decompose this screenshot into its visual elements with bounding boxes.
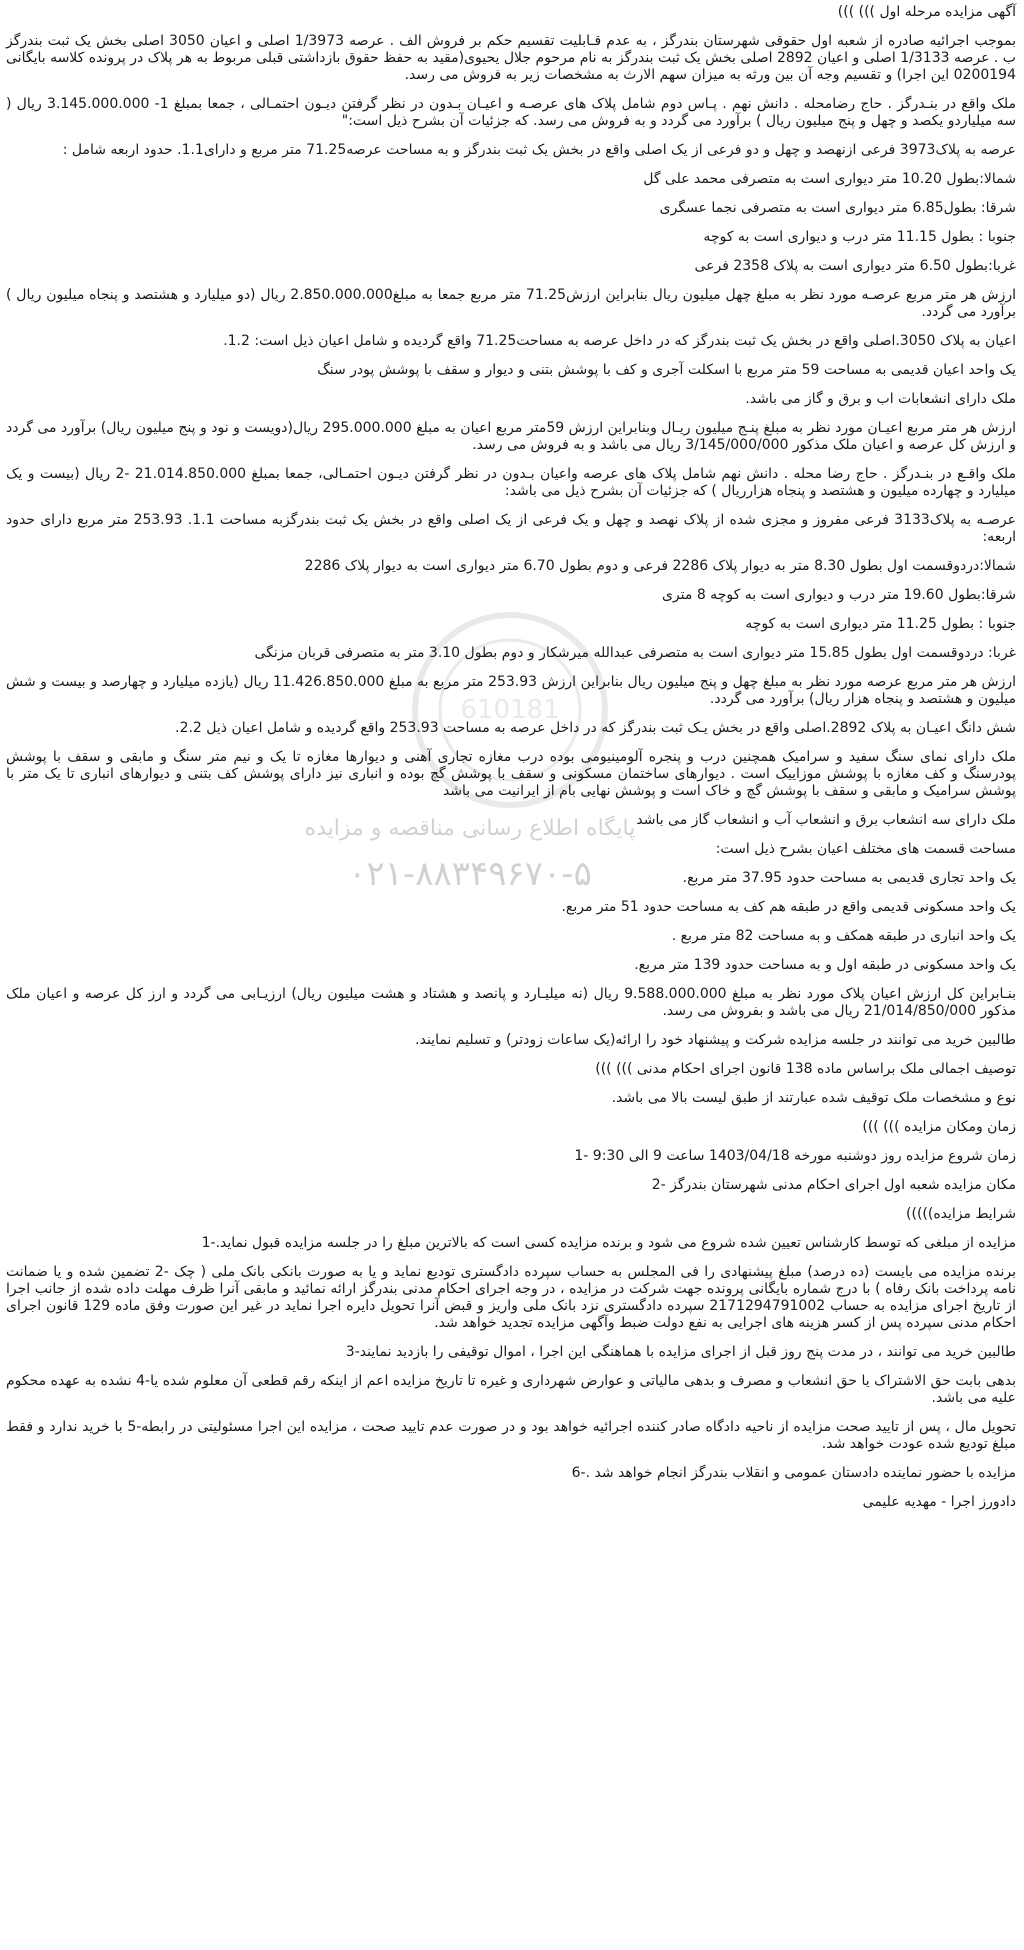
paragraph: مزایده از مبلغی که توسط کارشناس تعیین شده شروع می شود و برنده مزایده کسی است که بالاترین مبلغ را در جلسه مزایده قبول نماید.-1 [201, 1235, 1016, 1251]
paragraph: توصیف اجمالی ملک براساس ماده 138 قانون اجرای احکام مدنی ))) ))) [595, 1061, 1016, 1077]
paragraph: عرصه به پلاک3973 فرعی ازنهصد و چهل و دو فرعی از یک اصلی واقع در بخش یک ثبت بندرگز و به مساحت عرصه71.25 متر مربع و دارای1.1. حدود اربعه شامل : [62, 142, 1016, 158]
watermark-line-2: ۰۲۱-۸۸۳۴۹۶۷۰-۵ [348, 854, 592, 894]
paragraph: ارزش هر متر مربع عرصه مورد نظر به مبلغ چهل و پنج میلیون ریال بنابراین ارزش 253.93 متر مربع به مبلغ 11.426.850.000 ریال (یازده میلیارد و چهارصد و بیست و شش میلیون و هشتصد و پنجاه هزار ریال) برآورد می گردد. [6, 674, 1016, 707]
signature: دادورز اجرا - مهدیه علیمی [862, 1494, 1016, 1510]
paragraph: بموجب اجرائیه صادره از شعبه اول حقوقی شهرستان بندرگز ، به عدم قـابلیت تقسیم حکم بر فروش الف . عرصه 1/3973 اصلی و اعیان 3050 اصلی بخش یک ثبت بندرگز ب . عرصه 1/3133 اصلی و اعیان 2892 اصلی بخش یک ثبت بندرگز به نام مرحوم جلال یحیوی(مقید به حفظ حقوق بازداشتی قبلی مربوط به هر پلاک در پرونده کلاسه بایگانی 0200194 این اجرا) و تقسیم وجه آن بین ورثه به میزان سهم الارث به مشخصات زیر به فروش می رسد. [6, 33, 1016, 83]
paragraph: غربا: دردوقسمت اول بطول 15.85 متر دیواری است به متصرفی عبدالله میرشکار و دوم بطول 3.10 متر به متصرفی قربان مزنگی [254, 645, 1016, 661]
watermark-logo-id: 610181 [460, 695, 560, 725]
paragraph: یک واحد مسکونی در طبقه اول و به مساحت حدود 139 متر مربع. [634, 957, 1016, 973]
paragraph: یک واحد مسکونی قدیمی واقع در طبقه هم کف به مساحت حدود 51 متر مربع. [561, 899, 1016, 915]
paragraph: ارزش هر متر مربع عرصـه مورد نظر به مبلغ چهل میلیون ریال بنابراین ارزش71.25 متر مربع جمعا به مبلغ2.850.000.000 ریال (دو میلیارد و هشتصد و پنجاه میلیون ریال ) برآورد می گردد. [6, 287, 1017, 320]
paragraph: مساحت قسمت های مختلف اعیان بشرح ذیل است: [715, 841, 1016, 857]
paragraph: بنـابراین کل ارزش اعیان پلاک مورد نظر به مبلغ 9.588.000.000 ریال (نه میلیـارد و پانصد و هشتاد و هشت میلیون ریال) ارزیـابی می گردد و ارز کل عرصه و اعیان ملک مذکور 21/014/850/000 ریال می باشد و بفروش می رسد. [6, 986, 1016, 1019]
paragraph: مکان مزایده شعبه اول اجرای احکام مدنی شهرستان بندرگز -2 [651, 1177, 1016, 1193]
paragraph: غربا:بطول 6.50 متر دیواری است به پلاک 2358 فرعی [694, 258, 1016, 274]
paragraph: ملک واقع در بنـدرگز . حاج رضامحله . دانش نهم . پـاس دوم شامل پلاک های عرصـه و اعیـان بـدون در نظر گرفتن دیـون احتمـالی ، جمعا بمبلغ 1- 3.145.000.000 ریال ( سه میلیاردو یکصد و چهل و پنج میلیون ریال ) برآورد می گردد و به فروش می رسد. که جزئیات آن بشرح ذیل است:" [6, 96, 1016, 129]
notice-title: آگهی مزایده مرحله اول ))) ))) [837, 4, 1016, 20]
paragraph: زمان شروع مزایده روز دوشنبه مورخه 1403/04/18 ساعت 9 الی 9:30 -1 [574, 1148, 1016, 1164]
paragraph: جنوبا : بطول 11.15 متر درب و دیواری است به کوچه [703, 229, 1016, 245]
paragraph: جنوبا : بطول 11.25 متر دیواری است به کوچه [745, 616, 1016, 632]
paragraph: شش دانگ اعیـان به پلاک 2892.اصلی واقع در بخش یـک ثبت بندرگز که در داخل عرصه به مساحت 253.93 واقع گردیده و شامل اعیان ذیل 2.2. [175, 720, 1016, 736]
paragraph: شمالا:دردوقسمت اول بطول 8.30 متر به دیوار پلاک 2286 فرعی و دوم بطول 6.70 متر دیواری است به دیوار پلاک 2286 [304, 558, 1016, 574]
paragraph: بدهی بابت حق الاشتراک یا حق انشعاب و مصرف و بدهی مالیاتی و عوارض شهرداری و غیره تا تاریخ مزایده اعم از اینکه رقم قطعی آن معلوم شده یا-4 نشده به عهده محکوم علیه می باشد. [6, 1373, 1016, 1406]
paragraph: شرایط مزایده))))) [906, 1206, 1016, 1222]
paragraph: ملک دارای سه انشعاب برق و انشعاب آب و انشعاب گاز می باشد [636, 812, 1016, 828]
paragraph: طالبین خرید می توانند ، در مدت پنج روز قبل از اجرای مزایده با هماهنگی این اجرا ، اموال توقیفی را بازدید نمایند-3 [345, 1344, 1016, 1360]
paragraph: یک واحد اعیان قدیمی به مساحت 59 متر مربع با اسکلت آجری و کف با پوشش بتنی و دیوار و سقف با پوشش پودر سنگ [317, 362, 1016, 378]
paragraph: نوع و مشخصات ملک توقیف شده عبارتند از طبق لیست بالا می باشد. [611, 1090, 1016, 1106]
paragraph: برنده مزایده می بایست (ده درصد) مبلغ پیشنهادی را فی المجلس به حساب سپرده دادگستری تودیع نماید و یا به صورت بانکی بانک ملی ( چک -2 تضمین شده و یا ضمانت نامه پرداخت بانک رفاه ) با درج شماره بایگانی پرونده جهت شرکت در مزایده ، در وجه اجرای احکام مدنی بندرگز ارائه نمائید و مابقی آنرا ظرف مهلت داده شده از جانب اجرا از تاریخ اجرای مزایده به حساب 2171294791002 سپرده دادگستری نزد بانک ملی واریز و قبض آنرا تحویل دایره اجرا نماید در غیر این صورت وفق ماده 129 قانون اجرای احکام مدنی سپرده پس از کسر هزینه های اجرایی به نفع دولت ضبط وآگهی مزایده تجدید خواهد شد. [6, 1264, 1017, 1331]
paragraph: تحویل مال ، پس از تایید صحت مزایده از ناحیه دادگاه صادر کننده اجرائیه خواهد بود و در صورت عدم تایید صحت ، مزایده این اجرا مسئولیتی در رابطه-5 با خرید ندارد و فقط مبلغ تودیع شده عودت خواهد شد. [6, 1419, 1016, 1452]
paragraph: مزایده با حضور نماینده دادستان عمومی و انقلاب بندرگز انجام خواهد شد .-6 [571, 1465, 1016, 1481]
paragraph: ملک دارای نمای سنگ سفید و سرامیک همچنین درب و پنجره آلومینیومی بوده درب مغازه تجاری آهنی و دیوارها مغازه تا یک و نیم متر سنگ و مابقی و سقف با پوشش پودرسنگ و کف مغازه با پوشش موزاییک است . دیوارهای ساختمان مسکونی و سقف با پوشش گچ بوده و انباری نیز دارای پوشش کف بتنی و دیوارهای انباری تا یک متر با پوشش سرامیک و مابقی و سقف با پوشش گچ و خاک است و پوشش نهایی بام از ایرانیت می باشد [6, 749, 1016, 799]
paragraph: شمالا:بطول 10.20 متر دیواری است به متصرفی محمد علی گل [643, 171, 1016, 187]
paragraph: ارزش هر متر مربع اعیـان مورد نظر به مبلغ پنـج میلیون ریـال وبنابراین ارزش 59متر مربع اعیان به مبلغ 295.000.000 ریال(دویست و نود و پنج میلیون ریال) برآورد می گردد و ارزش کل عرصه و اعیان ملک مذکور 3/145/000/000 ریال می باشد و به فروش می رسد. [6, 420, 1017, 453]
auction-notice [6, 4, 1016, 1944]
paragraph: ملک دارای انشعابات اب و برق و گاز می باشد. [745, 391, 1016, 407]
paragraph: شرقا: بطول6.85 متر دیواری است به متصرفی نجما عسگری [659, 200, 1016, 216]
paragraph: ملک واقـع در بنـدرگز . حاج رضا محله . دانش نهم شامل پلاک های عرصه واعیان بـدون در نظر گرفتن دیـون احتمـالی، جمعا بمبلغ 21.014.850.000 -2 ریال (بیست و یک میلیارد و چهارده میلیون و هشتصد و پنجاه هزارریال ) که جزئیات آن بشرح ذیل می باشد: [6, 466, 1016, 499]
watermark-line-1: پایگاه اطلاع رسانی مناقصه و مزایده [304, 816, 636, 841]
paragraph: عرصـه به پلاک3133 فرعی مفروز و مجزی شده از پلاک نهصد و چهل و یک فرعی از یک اصلی واقع در بخش یک ثبت بندرگزبه مساحت 1.1. 253.93 متر مربع دارای حدود اربعه: [6, 512, 1016, 545]
paragraph: طالبین خرید می توانند در جلسه مزایده شرکت و پیشنهاد خود را ارائه(یک ساعات زودتر) و تسلیم نمایند. [415, 1032, 1016, 1048]
paragraph: زمان ومکان مزایده ))) ))) [862, 1119, 1016, 1135]
paragraph: یک واحد انباری در طبقه همکف و به مساحت 82 متر مربع . [671, 928, 1016, 944]
paragraph: یک واحد تجاری قدیمی به مساحت حدود 37.95 متر مربع. [682, 870, 1016, 886]
paragraph: شرقا:بطول 19.60 متر درب و دیواری است به کوچه 8 متری [661, 587, 1016, 603]
paragraph: اعیان به پلاک 3050.اصلی واقع در بخش یک ثبت بندرگز که در داخل عرصه به مساحت71.25 واقع گردیده و شامل اعیان ذیل است: 1.2. [223, 333, 1016, 349]
